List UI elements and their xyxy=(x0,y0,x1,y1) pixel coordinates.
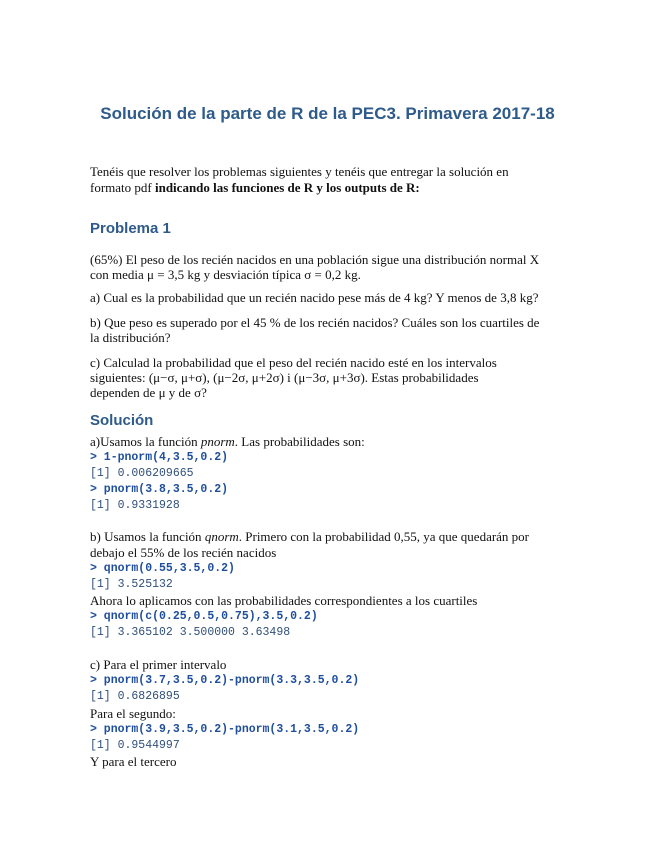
solution-b-function: qnorm xyxy=(204,529,239,544)
solution-b-text-3: Ahora lo aplicamos con las probabilidades correspondientes a los cuartiles xyxy=(90,593,478,608)
r-command: > pnorm(3.7,3.5,0.2)-pnorm(3.3,3.5,0.2) xyxy=(90,674,360,687)
problem-statement-line-2: con media μ = 3,5 kg y desviación típica σ = 0,2 kg. xyxy=(90,267,361,282)
solution-b-text-1 xyxy=(90,529,570,545)
solution-a-text xyxy=(90,434,570,450)
problem-1-heading: Problema 1 xyxy=(90,220,171,237)
r-output: [1] 0.006209665 xyxy=(90,467,194,480)
question-c-line-1: c) Calculad la probabilidad que el peso del recién nacido esté en los intervalos xyxy=(90,355,497,370)
intro-line-2-text: formato pdf xyxy=(90,180,155,195)
solution-c-text-2: Para el segundo: xyxy=(90,706,176,721)
r-command: > pnorm(3.8,3.5,0.2) xyxy=(90,483,229,496)
problem-statement-line-1: (65%) El peso de los recién nacidos en una población sigue una distribución normal X xyxy=(90,252,540,267)
solution-a-function: pnorm xyxy=(200,434,235,449)
r-output: [1] 3.525132 xyxy=(90,578,173,591)
intro-line-1: Tenéis que resolver los problemas siguientes y tenéis que entregar la solución en xyxy=(90,164,509,179)
question-c-line-2: siguientes: (μ−σ, μ+σ), (μ−2σ, μ+2σ) i (μ−3σ, μ+3σ). Estas probabilidades xyxy=(90,370,479,385)
solution-a-text-end: . Las probabilidades son: xyxy=(234,434,365,449)
solution-heading: Solución xyxy=(90,412,154,429)
r-output: [1] 0.6826895 xyxy=(90,690,180,703)
intro-line-2-bold: indicando las funciones de R y los outputs de R: xyxy=(154,180,420,195)
r-command: > qnorm(0.55,3.5,0.2) xyxy=(90,562,235,575)
solution-c-text-1: c) Para el primer intervalo xyxy=(90,657,227,672)
solution-b-text-start: b) Usamos la función xyxy=(90,529,205,544)
r-output: [1] 0.9331928 xyxy=(90,499,180,512)
document-title: Solución de la parte de R de la PEC3. Primavera 2017-18 xyxy=(100,104,555,123)
solution-c-text-3: Y para el tercero xyxy=(90,754,177,769)
question-b-line-1: b) Que peso es superado por el 45 % de los recién nacidos? Cuáles son los cuartiles de xyxy=(90,315,540,330)
question-c-line-3: dependen de μ y de σ? xyxy=(90,385,207,400)
r-command: > pnorm(3.9,3.5,0.2)-pnorm(3.1,3.5,0.2) xyxy=(90,723,360,736)
question-b-line-2: la distribución? xyxy=(90,330,171,345)
r-command: > 1-pnorm(4,3.5,0.2) xyxy=(90,451,229,464)
question-a: a) Cual es la probabilidad que un recién nacido pese más de 4 kg? Y menos de 3,8 kg? xyxy=(90,290,539,305)
solution-b-text-end: . Primero con la probabilidad 0,55, ya que quedarán por xyxy=(238,529,530,544)
solution-b-text-2: debajo el 55% de los recién nacidos xyxy=(90,545,277,560)
r-output: [1] 0.9544997 xyxy=(90,739,180,752)
intro-line-2 xyxy=(90,180,570,196)
solution-a-text-start: a)Usamos la función xyxy=(90,434,201,449)
r-command: > qnorm(c(0.25,0.5,0.75),3.5,0.2) xyxy=(90,610,318,623)
r-output: [1] 3.365102 3.500000 3.63498 xyxy=(90,626,291,639)
